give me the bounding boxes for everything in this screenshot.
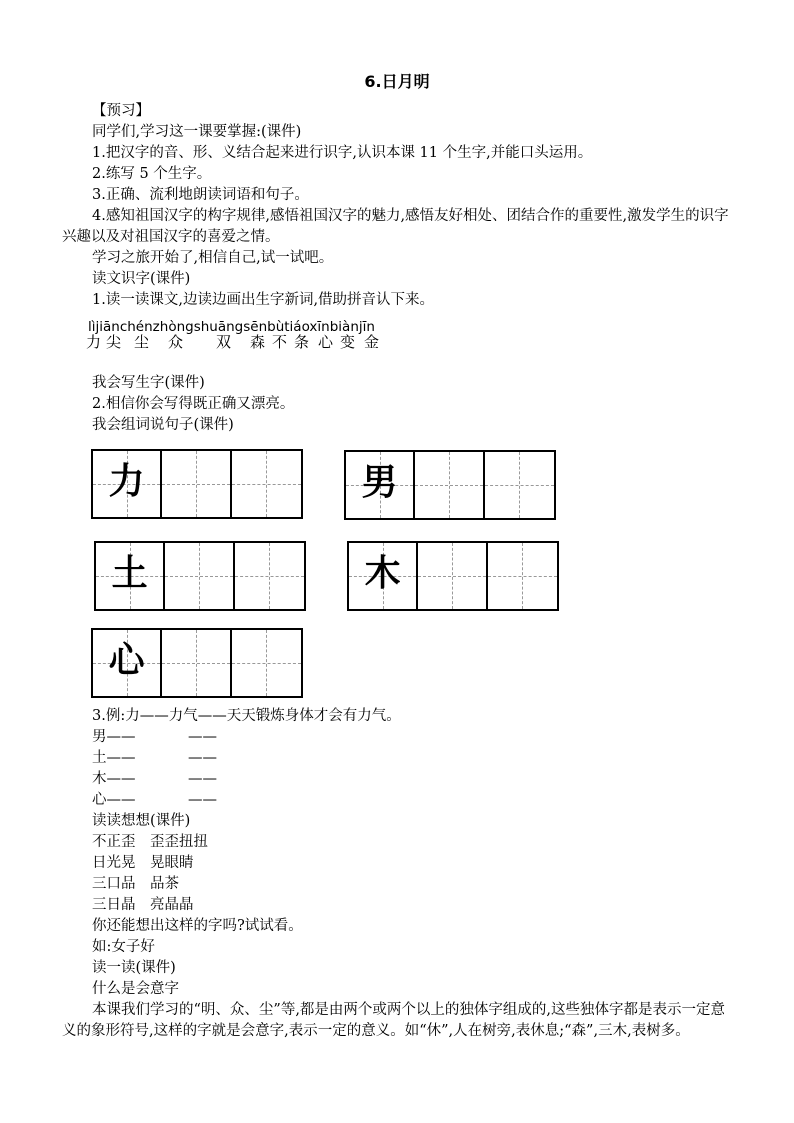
grid-cell (346, 452, 415, 518)
char-item: 众 (168, 333, 184, 351)
grid-cell[interactable] (415, 452, 484, 518)
char-item: 金 (364, 333, 380, 351)
read-heading: 读一读(课件) (92, 960, 176, 976)
think-line: 日光晃 晃眼睛 (92, 855, 194, 871)
explanation-paragraph: 本课我们学习的“明、众、尘”等,都是由两个或两个以上的独体字组成的,这些独体字都是表示一定意义的象形符号,这样的字就是会意字,表示一定的意义。如“休”,人在树旁,表休息;“森”,三木,表树多。 (62, 1002, 726, 1039)
writing-grid-xin (91, 628, 303, 698)
writing-grid-mu (347, 541, 559, 611)
goal-3: 3.正确、流利地朗读词语和句子。 (92, 187, 309, 203)
char-item: 不 (272, 333, 288, 351)
char-item: 双 (216, 333, 232, 351)
grid-cell[interactable] (162, 630, 231, 696)
grid-cell[interactable] (485, 452, 554, 518)
write-heading: 我会写生字(课件) (92, 375, 205, 391)
what-is-heading: 什么是会意字 (92, 981, 179, 997)
writing-grid-nan (344, 450, 556, 520)
grid-cell[interactable] (235, 543, 304, 609)
think-line: 三日晶 亮晶晶 (92, 897, 194, 913)
goal-2: 2.练写 5 个生字。 (92, 166, 212, 182)
blank-dash: —— (188, 750, 217, 766)
section-heading-preview: 【预习】 (92, 103, 150, 119)
start-line: 学习之旅开始了,相信自己,试一试吧。 (92, 250, 334, 266)
grid-cell[interactable] (165, 543, 234, 609)
grid-char: 心 (108, 640, 145, 681)
read-recognize-heading: 读文识字(课件) (92, 271, 191, 287)
writing-grid-tu (94, 541, 306, 611)
pinyin-line: lìjiānchénzhòngshuāngsēnbùtiáoxīnbiànjīn (88, 319, 375, 335)
char-item: 心 (318, 333, 334, 351)
write-instruction: 2.相信你会写得既正确又漂亮。 (92, 396, 295, 412)
goal-4: 4.感知祖国汉字的构字规律,感悟祖国汉字的魅力,感悟友好相处、团结合作的重要性,激发学生的识字兴趣以及对祖国汉字的喜爱之情。 (62, 208, 729, 245)
char-item: 尖 (106, 333, 122, 351)
think-line: 三口品 品茶 (92, 876, 179, 892)
grid-cell[interactable] (162, 451, 231, 517)
grid-cell[interactable] (418, 543, 487, 609)
grid-char: 木 (364, 553, 401, 594)
think-heading: 读读想想(课件) (92, 813, 191, 829)
grid-cell (93, 451, 162, 517)
grid-cell (96, 543, 165, 609)
blank-char: 土—— (92, 750, 136, 766)
blank-char: 心—— (92, 792, 136, 808)
question-text: 你还能想出这样的字吗?试试看。 (92, 918, 303, 934)
example-sentence: 3.例:力——力气——天天锻炼身体才会有力气。 (92, 708, 401, 724)
character-row (86, 332, 384, 352)
blank-char: 男—— (92, 729, 136, 745)
char-item: 尘 (134, 333, 150, 351)
char-item: 条 (294, 333, 310, 351)
grid-char: 土 (111, 553, 148, 594)
char-item: 力 (86, 333, 102, 351)
writing-grid-li (91, 449, 303, 519)
grid-cell (349, 543, 418, 609)
grid-char: 力 (108, 461, 145, 502)
blank-dash: —— (188, 792, 217, 808)
blank-dash: —— (188, 771, 217, 787)
page-title: 6.日月明 (364, 72, 430, 91)
example-word: 如:女子好 (92, 939, 155, 955)
grid-cell[interactable] (488, 543, 557, 609)
read-instruction: 1.读一读课文,边读边画出生字新词,借助拼音认下来。 (92, 292, 435, 308)
blank-dash: —— (188, 729, 217, 745)
char-item: 森 (250, 333, 266, 351)
word-heading: 我会组词说句子(课件) (92, 417, 234, 433)
grid-cell (93, 630, 162, 696)
blank-char: 木—— (92, 771, 136, 787)
grid-cell[interactable] (232, 451, 301, 517)
grid-char: 男 (361, 462, 398, 503)
intro-text: 同学们,学习这一课要掌握:(课件) (92, 124, 302, 140)
grid-cell[interactable] (232, 630, 301, 696)
char-item: 变 (340, 333, 356, 351)
goal-1: 1.把汉字的音、形、义结合起来进行识字,认识本课 11 个生字,并能口头运用。 (92, 145, 593, 161)
think-line: 不正歪 歪歪扭扭 (92, 834, 208, 850)
